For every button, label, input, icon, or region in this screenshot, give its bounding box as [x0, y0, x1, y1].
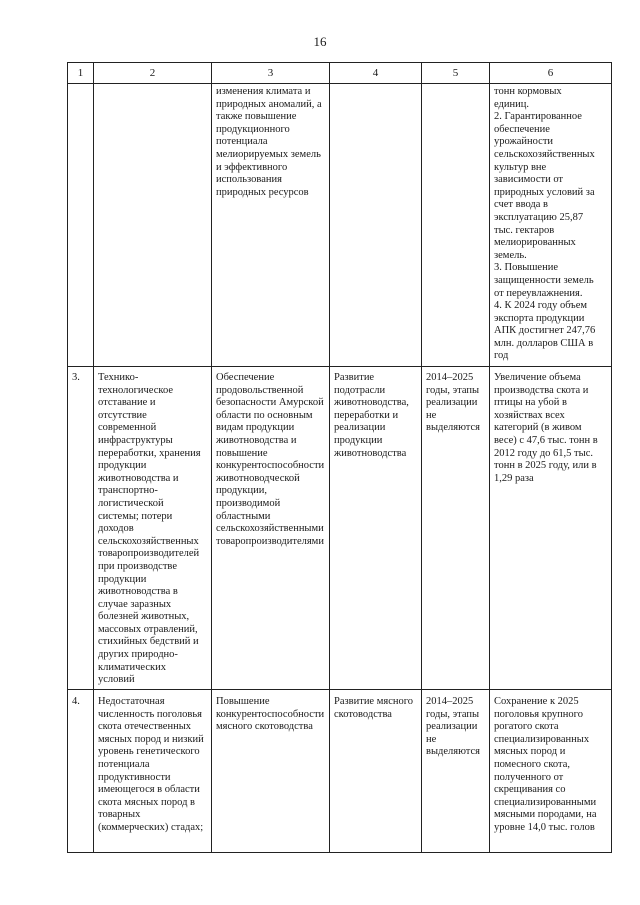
table-cell	[212, 367, 330, 690]
cell-goal: Обеспечение продовольственной безопасности Амурской области по основным видам продукции животноводства и повышение конкурентоспособности животноводческой продукции, производимой областными сельскохозяйственными товаропроизводителями	[216, 372, 325, 547]
table-cell	[490, 84, 612, 367]
column-header: 1	[68, 63, 94, 84]
table-cell	[330, 84, 422, 367]
column-header: 5	[422, 63, 490, 84]
table-cell	[68, 367, 94, 690]
table-row	[68, 367, 612, 690]
table-cell	[330, 690, 422, 853]
table-cell	[490, 690, 612, 853]
table-cell	[94, 84, 212, 367]
column-header: 3	[212, 63, 330, 84]
cell-period: 2014–2025 годы, этапы реализации не выделяются	[426, 372, 480, 434]
cell-goal: изменения климата и природных аномалий, а также повышение продукционного потенциала мелиорируемых земель и эффективного использования природных ресурсов	[216, 86, 322, 198]
table-cell	[94, 690, 212, 853]
table-cell	[422, 367, 490, 690]
cell-result: Увеличение объема производства скота и птицы на убой в хозяйствах всех категорий (в живом весе) с 47,6 тыс. тонн в 2012 году до 61,5 тыс. тонн в 2025 году, или в 1,29 раза	[494, 372, 598, 484]
table-cell	[422, 84, 490, 367]
table-cell	[330, 367, 422, 690]
cell-result: Сохранение к 2025 поголовья крупного рогатого скота специализированных мясных пород и помесного скота, полученного от скрещивания со специализированными мясными породами, на уровне 14,0 тыс. голов	[494, 696, 597, 833]
page-number: 16	[313, 34, 327, 49]
cell-problem: Недостаточная численность поголовья скота отечественных мясных пород и низкий уровень генетического потенциала продуктивности имеющегося в области скота мясных пород в товарных (коммерческих) стадах;	[98, 696, 204, 833]
cell-result: тонн кормовых единиц. 2. Гарантированное обеспечение урожайности сельскохозяйственных культур вне зависимости от природных условий за счет ввода в эксплуатацию 25,87 тыс. гектаров мелиорированных земель. 3. Повышение защищенности земель от переувлажнения. 4. К 2024 году объем экспорта продукции АПК достигнет 247,76 млн. долларов США в год	[494, 86, 596, 362]
cell-goal: Повышение конкурентоспособности мясного скотоводства	[216, 696, 325, 733]
cell-period: 2014–2025 годы, этапы реализации не выделяются	[426, 696, 480, 758]
table-cell	[68, 84, 94, 367]
cell-program: Развитие мясного скотоводства	[334, 696, 414, 720]
table-row	[68, 84, 612, 367]
column-header: 2	[94, 63, 212, 84]
cell-problem: Технико- технологическое отставание и отсутствие современной инфраструктуры переработки, хранения продукции животноводства и транспортно- логистической системы; потери доходов сельскохозяйственных товаропроизводителей при производстве продукции животноводства в случае заразных болезней животных, массовых отравлений, стихийных бедствий и других природно- климатических условий	[98, 372, 201, 686]
cell-number: 3.	[72, 372, 80, 383]
table-cell	[422, 690, 490, 853]
table-cell	[212, 84, 330, 367]
table-header-row	[68, 63, 612, 84]
column-header: 4	[330, 63, 422, 84]
table-cell	[212, 690, 330, 853]
document-table	[67, 62, 612, 853]
column-header: 6	[490, 63, 612, 84]
table-cell	[68, 690, 94, 853]
table-row	[68, 690, 612, 853]
table-cell	[490, 367, 612, 690]
cell-number: 4.	[72, 696, 80, 707]
cell-program: Развитие подотрасли животноводства, переработки и реализации продукции животноводства	[334, 372, 409, 459]
table-cell	[94, 367, 212, 690]
